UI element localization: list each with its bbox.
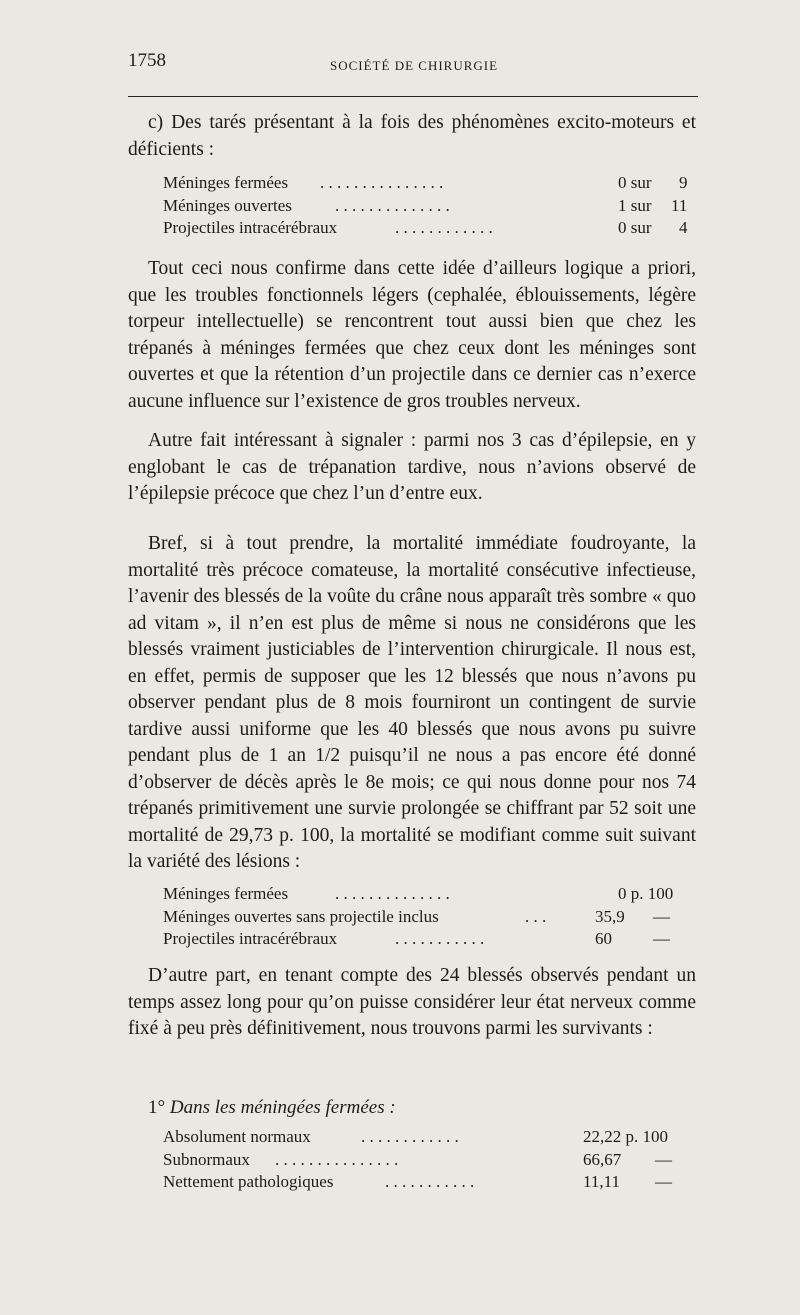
table-row: Projectiles intracérébraux . . . . . . . . . . . . 0 sur 4 <box>163 218 688 237</box>
running-header: SOCIÉTÉ DE CHIRURGIE <box>330 58 499 73</box>
table-row: Méninges fermées . . . . . . . . . . . . . . . 0 sur 9 <box>163 173 688 192</box>
section-c-label: c) <box>148 112 164 133</box>
survivor-table <box>163 1127 703 1195</box>
mortality-table <box>163 884 703 952</box>
paragraph-3: Bref, si à tout prendre, la mortalité immédiate foudroyante, la mortalité très précoce comateuse, la mortalité consécutive infectieuse, l’avenir des blessés de la voûte du crâne nous apparaît très sombre « quo ad vitam », il n’en est plus de même si nous ne considérons que les blessés vraiment justiciables de l’intervention chirurgicale. Il nous est, en effet, permis de supposer que les 12 blessés que nous n’avons pu observer pendant plus de 8 mois fourniront un contingent de survie tardive aussi uniforme que les 40 blessés que nous avons pu suivre pendant plus de 1 an 1/2 puisqu’il ne nous a pas encore été donné d’observer de décès après le 8e mois; ce qui nous donne pour nos 74 trépanés primitivement une survie prolongée se chiffrant par 52 soit une mortalité de 29,73 p. 100, la mortalité se modifiant comme suit suivant la variété des lésions : <box>128 533 696 872</box>
table-row: Méninges fermées . . . . . . . . . . . . . . 0 p. 100 <box>163 884 674 903</box>
page-number: 1758 <box>128 50 166 71</box>
table-row: Méninges ouvertes sans projectile inclus . . . 35,9 — <box>163 906 670 926</box>
tares-table <box>163 173 703 241</box>
table-row: Méninges ouvertes . . . . . . . . . . . . . . 1 sur 11 <box>163 195 688 215</box>
paragraph-1: Tout ceci nous confirme dans cette idée d’ailleurs logique a priori, que les troubles fonctionnels légers (cephalée, éblouissements, légère torpeur intellectuelle) se rencontrent tout aussi bien que chez les trépanés à méninges fermées que chez ceux dont les méninges sont ouvertes et que la rétention d’un projectile dans ce dernier cas n’exerce aucune influence sur l’existence de gros troubles nerveux. <box>128 258 696 412</box>
table-row: Nettement pathologiques . . . . . . . . . . . 11,11 — <box>163 1172 672 1191</box>
subsection-heading: 1° Dans les méningées fermées : <box>148 1097 396 1118</box>
table-row: Subnormaux . . . . . . . . . . . . . . . 66,67 — <box>163 1149 672 1169</box>
header-rule <box>128 96 698 97</box>
section-c-intro: c) Des tarés présentant à la fois des phénomènes excito-moteurs et déficients : <box>128 112 697 160</box>
table-row: Projectiles intracérébraux . . . . . . . . . . . 60 — <box>163 929 670 948</box>
paragraph-4: D’autre part, en tenant compte des 24 blessés observés pendant un temps assez long pour qu’on puisse considérer leur état nerveux comme fixé à peu près définitivement, nous trouvons parmi les survivants : <box>128 965 696 1039</box>
paragraph-2: Autre fait intéressant à signaler : parmi nos 3 cas d’épilepsie, en y englobant le cas de trépanation tardive, nous n’avions observé de l’épilepsie précoce que chez l’un d’entre eux. <box>128 430 696 504</box>
table-row: Absolument normaux . . . . . . . . . . . . 22,22 p. 100 <box>163 1127 668 1146</box>
